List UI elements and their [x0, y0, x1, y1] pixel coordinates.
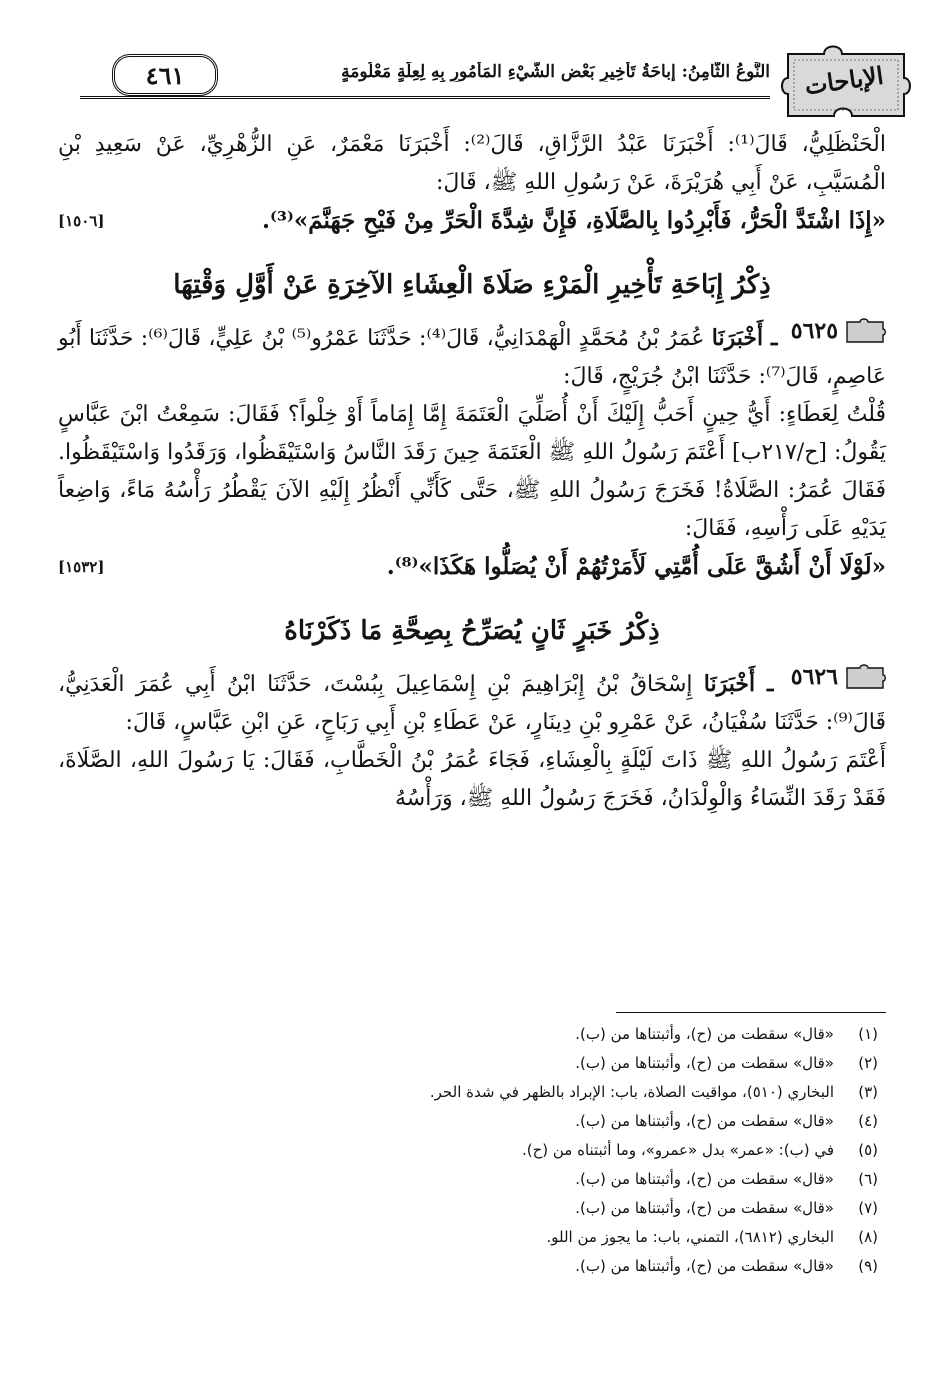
footnote-number: (٨) — [858, 1228, 878, 1246]
footnote-number: (٢) — [858, 1054, 878, 1072]
footnote-item — [60, 1078, 878, 1107]
footnote-text: «قال» سقطت من (ح)، وأثبتناها من (ب). — [575, 1054, 834, 1072]
footnote-number: (٩) — [858, 1257, 878, 1275]
hadith-number-block — [791, 658, 886, 696]
footnote-number: (٥) — [858, 1141, 878, 1159]
footnote-text: البخاري (٦٨١٢)، التمني، باب: ما يجوز من اللو. — [546, 1228, 834, 1246]
hadith-entry — [58, 658, 886, 742]
isnad-text: عُمَرُ بْنُ مُحَمَّدٍ الْهَمْدَانِيُّ، قَالَ⁽⁴⁾: حَدَّثَنَا عَمْرُو⁽⁵⁾ بْنُ عَلِيٍّ، قَالَ⁽⁶⁾: حَدَّثَنَا أَبُو عَاصِمٍ، قَالَ⁽⁷⁾: حَدَّثَنَا ابْنُ جُرَيْجٍ، قَالَ: — [58, 326, 886, 389]
hadith-number: ٥٦٢٥ — [790, 318, 839, 344]
puzzle-piece-icon — [844, 663, 886, 691]
chapter-badge-label: الإباحات — [802, 60, 886, 101]
footnote-number: (٣) — [858, 1083, 878, 1101]
hadith-text — [58, 548, 886, 586]
footnote-text: «قال» سقطت من (ح)، وأثبتناها من (ب). — [575, 1170, 834, 1188]
footnote-text: «قال» سقطت من (ح)، وأثبتناها من (ب). — [575, 1199, 834, 1217]
footnotes — [60, 1020, 878, 1281]
isnad-text: إِسْحَاقُ بْنُ إِبْرَاهِيمَ بْنِ إِسْمَاعِيلَ بِبُسْتَ، حَدَّثَنَا ابْنُ أَبِي عُمَرَ الْعَدَنِيُّ، قَالَ⁽⁹⁾: حَدَّثَنَا سُفْيَانُ، عَنْ عَمْرِو بْنِ دِينَارٍ، عَنْ عَطَاءِ بْنِ أَبِي رَبَاحٍ، عَنِ ابْنِ عَبَّاسٍ، قَالَ: — [58, 672, 886, 735]
running-head: النَّوعُ الثَّامِنُ: إباحَةُ تَأْخِيرِ بَعْضِ الشَّيْءِ المَأْمُورِ بِهِ لِعِلَّةٍ مَعْلُومَةٍ — [341, 62, 770, 82]
page-header — [80, 40, 912, 120]
narration-text: أَعْتَمَ رَسُولُ اللهِ ﷺ ذَاتَ لَيْلَةٍ بِالْعِشَاءِ، فَجَاءَ عُمَرُ بْنُ الْخَطَّابِ، فَقَالَ: يَا رَسُولَ اللهِ، الصَّلَاةَ، فَقَدْ رَقَدَ النِّسَاءُ وَالْوِلْدَانُ، فَخَرَجَ رَسُولُ اللهِ ﷺ، وَرَأْسُهُ — [58, 748, 886, 811]
main-text — [58, 126, 886, 818]
footnote-text: البخاري (٥١٠)، مواقيت الصلاة، باب: الإبراد بالظهر في شدة الحر. — [429, 1083, 834, 1101]
footnote-number: (٦) — [858, 1170, 878, 1188]
footnote-number: (٤) — [858, 1112, 878, 1130]
footnote-item — [60, 1107, 878, 1136]
footnote-item — [60, 1252, 878, 1281]
footnote-item — [60, 1223, 878, 1252]
footnote-text: «قال» سقطت من (ح)، وأثبتناها من (ب). — [575, 1257, 834, 1275]
chapter-badge — [780, 40, 912, 120]
section-title: ذِكْرُ إِبَاحَةِ تَأْخِيرِ الْمَرْءِ صَلَاةَ الْعِشَاءِ الآخِرَةِ عَنْ أَوَّلِ وَقْتِهَا — [173, 270, 771, 300]
footnote-text: «قال» سقطت من (ح)، وأثبتناها من (ب). — [575, 1025, 834, 1043]
page-number: ٤٦١ — [112, 54, 218, 96]
puzzle-piece-icon — [844, 317, 886, 345]
narration-text: قُلْتُ لِعَطَاءٍ: أَيُّ حِينٍ أَحَبُّ إِلَيْكَ أَنْ أُصَلِّيَ الْعَتَمَةَ إِمَّا إِمَاماً أَوْ خِلْواً؟ فَقَالَ: سَمِعْتُ ابْنَ عَبَّاسٍ يَقُولُ: [ح/٢١٧ب] أَعْتَمَ رَسُولُ اللهِ ﷺ الْعَتَمَةَ حِينَ رَقَدَ النَّاسُ وَاسْتَيْقَظُوا، وَرَقَدُوا وَاسْتَيْقَظُوا. فَقَالَ عُمَرُ: الصَّلَاةُ! فَخَرَجَ رَسُولُ اللهِ ﷺ، حَتَّى كَأَنِّي أَنْظُرُ إِلَيْهِ الآنَ يَقْطُرُ رَأْسُهُ مَاءً، وَاضِعاً يَدَيْهِ عَلَى رَأْسِهِ، فَقَالَ: — [58, 402, 886, 541]
hadith-matn: «لَوْلَا أَنْ أَشُقَّ عَلَى أُمَّتِي لَأَمَرْتُهُمْ أَنْ يُصَلُّوا هَكَذَا»⁽⁸⁾. — [386, 553, 886, 580]
footnote-item — [60, 1049, 878, 1078]
section-title: ذِكْرُ خَبَرٍ ثَانٍ يُصَرِّحُ بِصِحَّةِ مَا ذَكَرْنَاهُ — [284, 616, 660, 646]
akhbarana-label: ـ أَخْبَرَنَا — [703, 671, 774, 697]
footnote-rule — [616, 1012, 886, 1013]
footnote-item — [60, 1194, 878, 1223]
hadith-reference: [١٥٣٢] — [58, 558, 105, 576]
footnote-item — [60, 1136, 878, 1165]
hadith-matn: «إِذَا اشْتَدَّ الْحَرُّ، فَأَبْرِدُوا بِالصَّلَاةِ، فَإِنَّ شِدَّةَ الْحَرِّ مِنْ فَيْحِ جَهَنَّمَ»⁽³⁾. — [262, 207, 886, 234]
hadith-number: ٥٦٢٦ — [790, 664, 839, 690]
footnote-number: (٧) — [858, 1199, 878, 1217]
footnote-number: (١) — [858, 1025, 878, 1043]
footnote-item — [60, 1020, 878, 1049]
hadith-text — [58, 202, 886, 240]
hadith-entry — [58, 312, 886, 396]
footnote-text: في (ب): «عمر» بدل «عمرو»، وما أثبتناه من (ح). — [521, 1141, 834, 1159]
hadith-reference: [١٥٠٦] — [58, 212, 105, 230]
footnote-item — [60, 1165, 878, 1194]
akhbarana-label: ـ أَخْبَرَنَا — [711, 325, 778, 351]
header-rule — [80, 96, 770, 99]
isnad-paragraph: الْحَنْظَلِيُّ، قَالَ⁽¹⁾: أَخْبَرَنَا عَبْدُ الرَّزَّاقِ، قَالَ⁽²⁾: أَخْبَرَنَا مَعْمَرٌ، عَنِ الزُّهْرِيِّ، عَنْ سَعِيدِ بْنِ الْمُسَيَّبِ، عَنْ أَبِي هُرَيْرَةَ، عَنْ رَسُولِ اللهِ ﷺ، قَالَ: — [58, 132, 886, 195]
hadith-number-block — [791, 312, 886, 350]
footnote-text: «قال» سقطت من (ح)، وأثبتناها من (ب). — [575, 1112, 834, 1130]
